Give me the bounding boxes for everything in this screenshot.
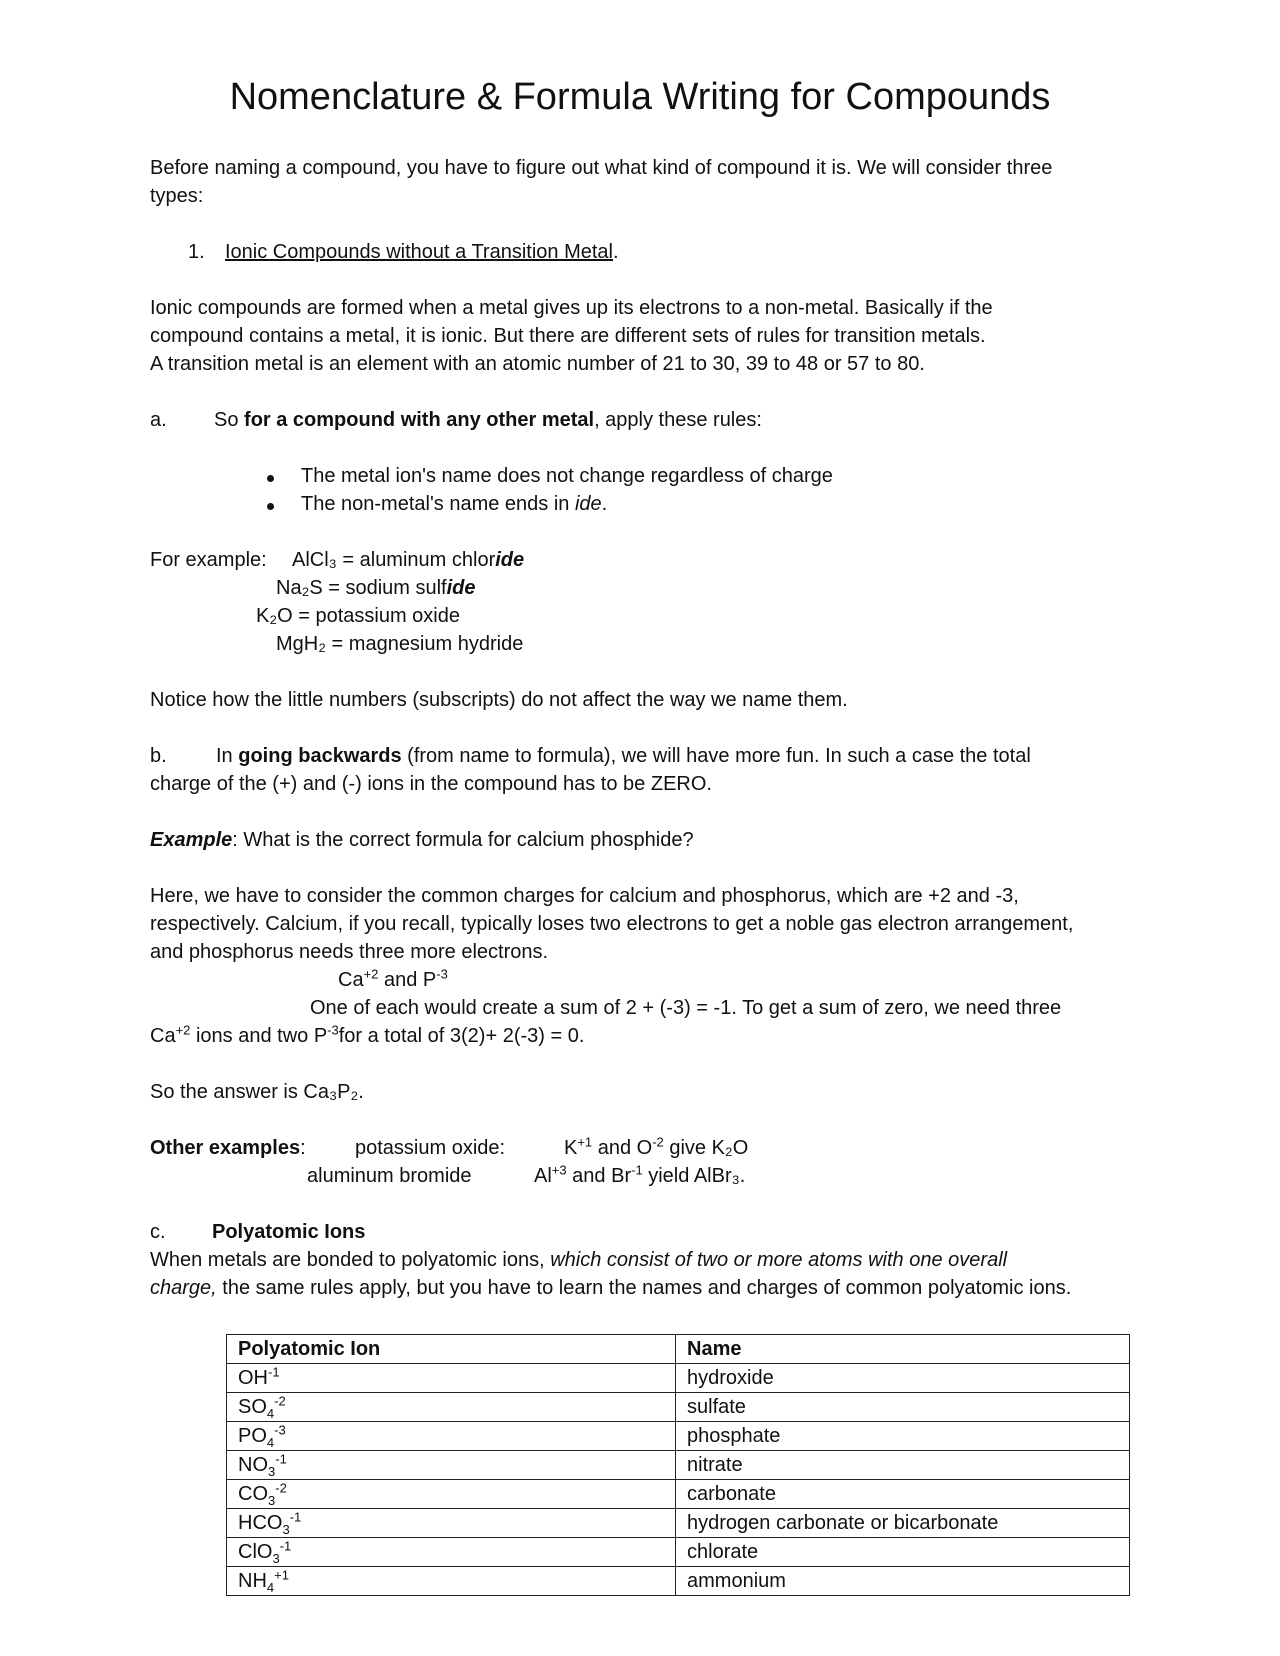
ion-base: NH bbox=[238, 1570, 267, 1592]
table-header-row bbox=[227, 1335, 1130, 1364]
example-label: Example bbox=[150, 829, 233, 851]
ion-name: hydroxide bbox=[676, 1364, 1130, 1393]
table-row bbox=[227, 1509, 1130, 1538]
part-c-line-1 bbox=[150, 1246, 1007, 1274]
other-examples-bold: Other examples bbox=[150, 1137, 301, 1159]
other-example-formula-1 bbox=[564, 1134, 748, 1162]
ion-name: phosphate bbox=[676, 1422, 1130, 1451]
part-c-line-1-em: which consist of two or more atoms with one overall bbox=[550, 1249, 1008, 1271]
table-row bbox=[227, 1480, 1130, 1509]
answer-text: So the answer is Ca₃P₂. bbox=[150, 1081, 364, 1103]
section-1-heading bbox=[225, 238, 619, 266]
example-1-suffix: ide bbox=[495, 549, 525, 571]
section-1-number: 1. bbox=[188, 241, 205, 263]
ion-base: CO bbox=[238, 1483, 268, 1505]
ion-charge: -1 bbox=[268, 1364, 280, 1380]
part-a-bold: for a compound with any other metal bbox=[244, 409, 595, 431]
and-br: and Br bbox=[566, 1165, 632, 1187]
total-ca: Ca bbox=[150, 1025, 176, 1047]
rule-bullet-1: The metal ion's name does not change regardless of charge bbox=[301, 465, 833, 487]
o-charge: -2 bbox=[652, 1134, 664, 1150]
and-o: and O bbox=[592, 1137, 653, 1159]
ionic-para-line-3: A transition metal is an element with an atomic number of 21 to 30, 39 to 48 or 57 to 80. bbox=[150, 353, 925, 375]
give-k2o: give K₂O bbox=[663, 1137, 749, 1159]
al-symbol: Al bbox=[534, 1165, 552, 1187]
example-2-formula: Na₂S bbox=[276, 577, 323, 599]
example-1-formula: AlCl₃ bbox=[292, 549, 337, 571]
table-row bbox=[227, 1364, 1130, 1393]
k-symbol: K bbox=[564, 1137, 578, 1159]
table-row bbox=[227, 1538, 1130, 1567]
ion-subscript: 3 bbox=[282, 1522, 290, 1537]
ion-base: NO bbox=[238, 1454, 268, 1476]
ion-name: sulfate bbox=[676, 1393, 1130, 1422]
k-charge: +1 bbox=[577, 1134, 593, 1150]
total-ca-charge: +2 bbox=[175, 1022, 191, 1038]
ion-formula bbox=[227, 1393, 676, 1422]
header-name: Name bbox=[676, 1335, 1130, 1364]
yield-albr3: yield AlBr₃. bbox=[642, 1165, 746, 1187]
table-row bbox=[227, 1451, 1130, 1480]
ion-name: carbonate bbox=[676, 1480, 1130, 1509]
total-mid: ions and two P bbox=[190, 1025, 328, 1047]
example-3: K₂O = potassium oxide bbox=[256, 605, 460, 627]
explanation-line-3: and phosphorus needs three more electrons. bbox=[150, 941, 549, 963]
example-1-text: = aluminum chlor bbox=[336, 549, 496, 571]
ion-base: PO bbox=[238, 1425, 267, 1447]
ion-base: OH bbox=[238, 1367, 268, 1389]
part-b-post: (from name to formula), we will have more fun. In such a case the total bbox=[401, 745, 1031, 767]
bullet-dot bbox=[267, 475, 274, 482]
part-c-heading-text: Polyatomic Ions bbox=[212, 1221, 366, 1243]
ion-charge: -1 bbox=[275, 1451, 287, 1467]
part-a-post: , apply these rules: bbox=[594, 409, 762, 431]
ion-formula bbox=[227, 1364, 676, 1393]
table-row bbox=[227, 1567, 1130, 1596]
part-b-line-1 bbox=[216, 742, 1031, 770]
part-a-letter: a. bbox=[150, 409, 167, 431]
other-example-formula-2 bbox=[534, 1162, 745, 1190]
example-2 bbox=[276, 574, 476, 602]
br-charge: -1 bbox=[631, 1162, 643, 1178]
ion-name: hydrogen carbonate or bicarbonate bbox=[676, 1509, 1130, 1538]
ion-charges bbox=[338, 966, 448, 994]
example-question-text: : What is the correct formula for calcium phosphide? bbox=[232, 829, 694, 851]
explanation-line-1: Here, we have to consider the common charges for calcium and phosphorus, which are +2 and -3, bbox=[150, 885, 1019, 907]
other-examples-label bbox=[150, 1134, 306, 1162]
table-row bbox=[227, 1422, 1130, 1451]
bullet-2-post: . bbox=[601, 493, 608, 515]
p-charge: -3 bbox=[436, 966, 448, 982]
part-a-pre: So bbox=[214, 409, 245, 431]
section-1-period: . bbox=[612, 241, 619, 263]
example-question bbox=[150, 826, 694, 854]
part-b-pre: In bbox=[216, 745, 239, 767]
part-b-line-2: charge of the (+) and (-) ions in the compound has to be ZERO. bbox=[150, 773, 712, 795]
intro-line-1: Before naming a compound, you have to figure out what kind of compound it is. We will consider three bbox=[150, 157, 1053, 179]
header-polyatomic-ion: Polyatomic Ion bbox=[227, 1335, 676, 1364]
ion-name: nitrate bbox=[676, 1451, 1130, 1480]
part-c-line-2 bbox=[150, 1274, 1071, 1302]
part-c-line-2-post: the same rules apply, but you have to learn the names and charges of common polyatomic ions. bbox=[216, 1277, 1072, 1299]
examples-label: For example: bbox=[150, 549, 267, 571]
ion-base: ClO bbox=[238, 1541, 273, 1563]
part-b-letter: b. bbox=[150, 745, 167, 767]
ion-subscript: 4 bbox=[266, 1406, 275, 1421]
ion-charge: +1 bbox=[274, 1567, 289, 1583]
ions-and: and P bbox=[378, 969, 437, 991]
total-line bbox=[150, 1022, 584, 1050]
example-4: MgH₂ = magnesium hydride bbox=[276, 633, 524, 655]
ion-formula bbox=[227, 1451, 676, 1480]
total-p-charge: -3 bbox=[327, 1022, 339, 1038]
ion-subscript: 3 bbox=[272, 1551, 280, 1566]
other-example-name-2: aluminum bromide bbox=[307, 1165, 472, 1187]
explanation-line-2: respectively. Calcium, if you recall, typically loses two electrons to get a noble gas electron arrangement, bbox=[150, 913, 1074, 935]
ion-subscript: 4 bbox=[266, 1435, 275, 1450]
bullet-2-em: ide bbox=[574, 493, 602, 515]
ion-base: SO bbox=[238, 1396, 267, 1418]
ion-formula bbox=[227, 1509, 676, 1538]
ion-name: ammonium bbox=[676, 1567, 1130, 1596]
ion-charge: -1 bbox=[279, 1538, 292, 1554]
rule-bullet-2 bbox=[301, 490, 607, 518]
ionic-para-line-1: Ionic compounds are formed when a metal gives up its electrons to a non-metal. Basically if the bbox=[150, 297, 993, 319]
ion-formula bbox=[227, 1567, 676, 1596]
total-end: for a total of 3(2)+ 2(-3) = 0. bbox=[338, 1025, 585, 1047]
ion-formula bbox=[227, 1538, 676, 1567]
part-b-bold: going backwards bbox=[238, 745, 402, 767]
al-charge: +3 bbox=[551, 1162, 567, 1178]
ion-formula bbox=[227, 1422, 676, 1451]
intro-line-2: types: bbox=[150, 185, 204, 207]
other-examples-colon: : bbox=[300, 1137, 306, 1159]
ca-charge: +2 bbox=[363, 966, 379, 982]
ion-charge: -1 bbox=[289, 1509, 302, 1525]
ion-base: HCO bbox=[238, 1512, 283, 1534]
ion-charge: -2 bbox=[274, 1393, 286, 1409]
part-c-heading bbox=[212, 1218, 365, 1246]
example-2-suffix: ide bbox=[446, 577, 476, 599]
ion-formula bbox=[227, 1480, 676, 1509]
table-row bbox=[227, 1393, 1130, 1422]
section-1-heading-text: Ionic Compounds without a Transition Metal bbox=[225, 241, 613, 263]
ca-symbol: Ca bbox=[338, 969, 364, 991]
ion-subscript: 3 bbox=[268, 1464, 276, 1479]
ionic-para-line-2: compound contains a metal, it is ionic. But there are different sets of rules for transition metals. bbox=[150, 325, 986, 347]
notice-text: Notice how the little numbers (subscripts) do not affect the way we name them. bbox=[150, 689, 848, 711]
ion-name: chlorate bbox=[676, 1538, 1130, 1567]
bullet-2-pre: The non-metal's name ends in bbox=[301, 493, 575, 515]
example-2-text: = sodium sulf bbox=[322, 577, 447, 599]
ion-subscript: 4 bbox=[266, 1580, 275, 1595]
page-title: Nomenclature & Formula Writing for Compounds bbox=[229, 76, 1051, 118]
ion-charge: -2 bbox=[275, 1480, 287, 1496]
bullet-dot bbox=[267, 503, 274, 510]
part-c-line-1-pre: When metals are bonded to polyatomic ions, bbox=[150, 1249, 551, 1271]
ion-charge: -3 bbox=[274, 1422, 286, 1438]
polyatomic-ion-table bbox=[226, 1334, 1130, 1596]
part-c-letter: c. bbox=[150, 1221, 166, 1243]
other-example-name-1: potassium oxide: bbox=[355, 1137, 506, 1159]
sum-line: One of each would create a sum of 2 + (-3) = -1. To get a sum of zero, we need three bbox=[310, 997, 1062, 1019]
part-a-rule-intro bbox=[214, 406, 762, 434]
example-1 bbox=[292, 546, 524, 574]
part-c-line-2-em: charge, bbox=[150, 1277, 217, 1299]
ion-subscript: 3 bbox=[268, 1493, 276, 1508]
